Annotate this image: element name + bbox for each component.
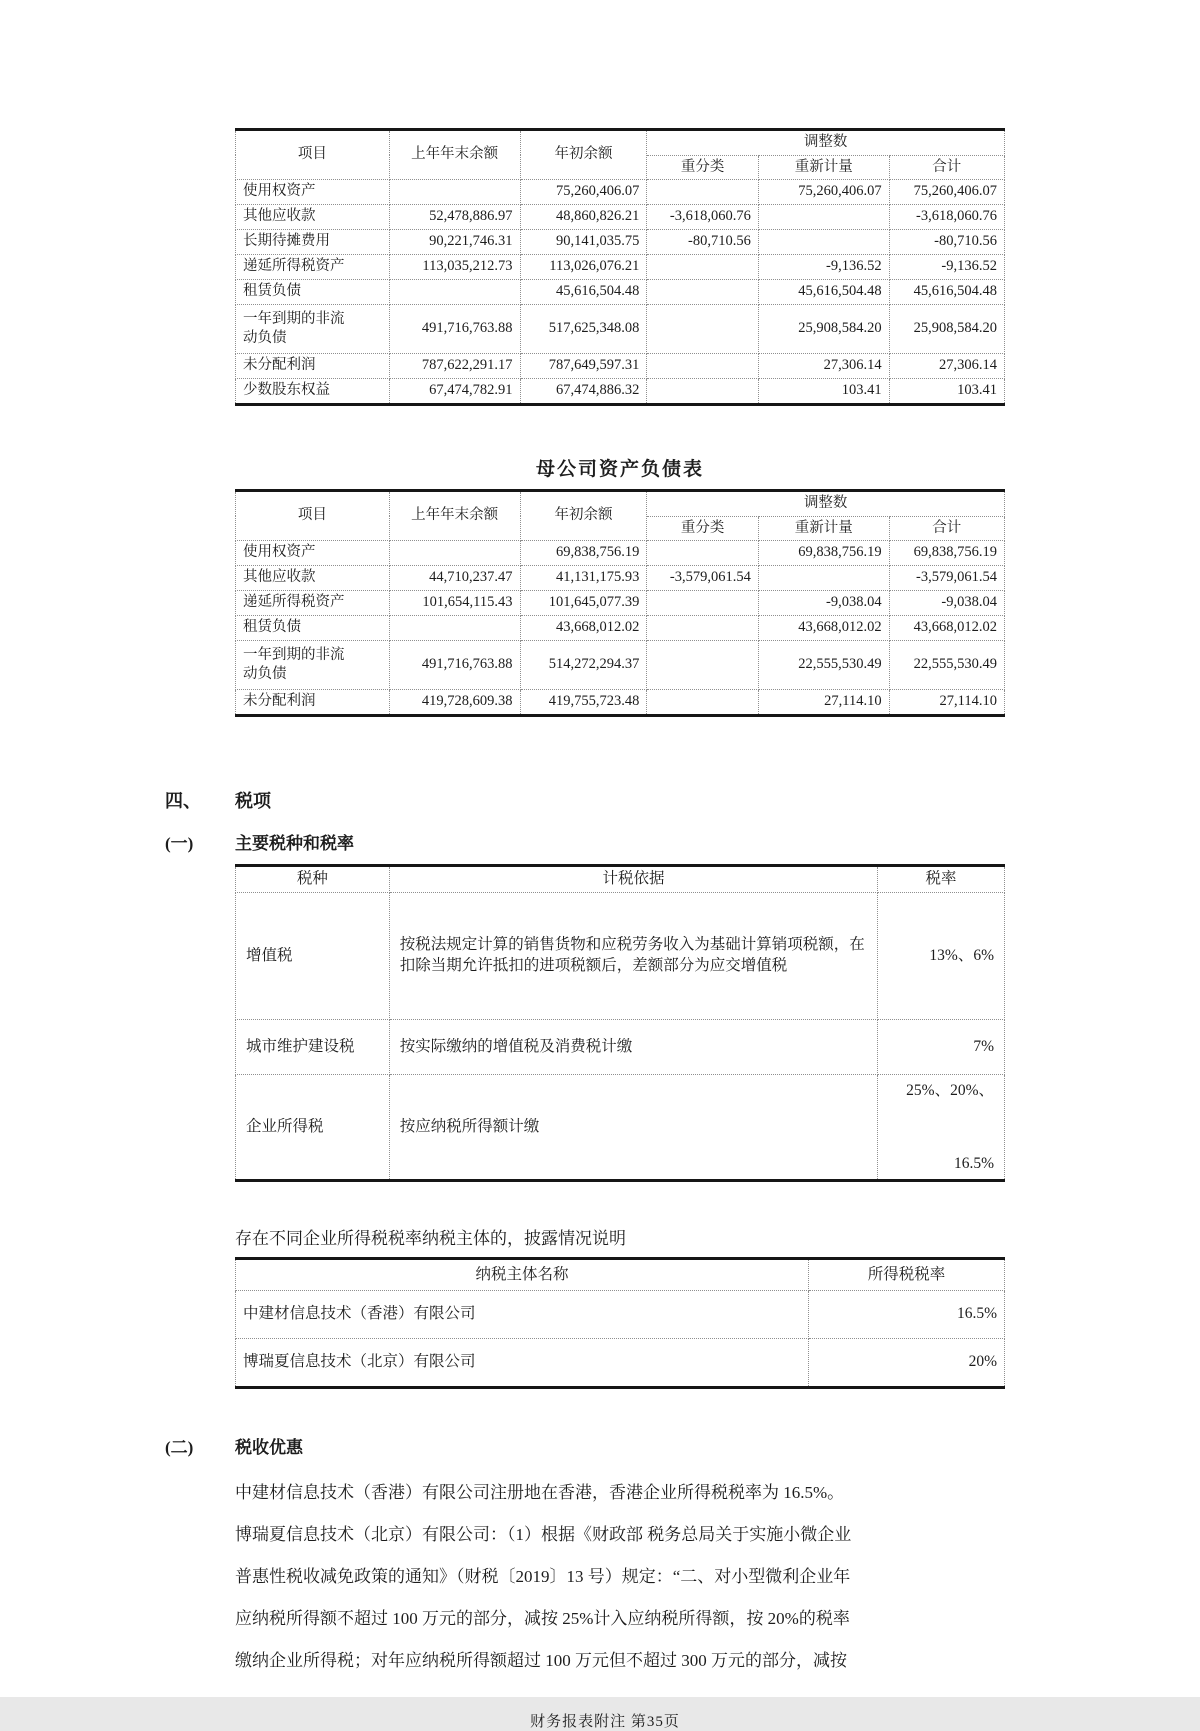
cell-reclass bbox=[647, 255, 759, 280]
cell-total: 45,616,504.48 bbox=[889, 280, 1004, 305]
table-row bbox=[236, 641, 1005, 690]
cell-taxpayer-name: 博瑞夏信息技术（北京）有限公司 bbox=[236, 1339, 809, 1388]
cell-remeasure bbox=[758, 205, 889, 230]
tax-rate-line-2: 16.5% bbox=[953, 1155, 994, 1173]
col-header-prev-year-end: 上年年末余额 bbox=[389, 130, 520, 180]
cell-prev: 90,221,746.31 bbox=[389, 230, 520, 255]
cell-reclass bbox=[647, 280, 759, 305]
parent-balance-sheet-table bbox=[235, 489, 1005, 717]
cell-total: -80,710.56 bbox=[889, 230, 1004, 255]
cell-begin: 48,860,826.21 bbox=[520, 205, 647, 230]
cell-income-tax-rate: 16.5% bbox=[808, 1291, 1004, 1339]
cell-reclass bbox=[647, 591, 759, 616]
table-row bbox=[236, 280, 1005, 305]
cell-begin: 101,645,077.39 bbox=[520, 591, 647, 616]
cell-reclass: -3,579,061.54 bbox=[647, 566, 759, 591]
cell-prev: 44,710,237.47 bbox=[389, 566, 520, 591]
col-header-tax-basis: 计税依据 bbox=[389, 866, 877, 893]
paragraph-line: 博瑞夏信息技术（北京）有限公司：（1）根据《财政部 税务总局关于实施小微企业 bbox=[235, 1525, 852, 1545]
cell-begin: 43,668,012.02 bbox=[520, 616, 647, 641]
table-row bbox=[236, 616, 1005, 641]
cell-prev: 491,716,763.88 bbox=[389, 305, 520, 354]
tax-rate-table bbox=[235, 864, 1005, 1182]
balance-adjustment-table bbox=[235, 128, 1005, 406]
cell-item: 递延所得税资产 bbox=[236, 255, 390, 280]
cell-total: 25,908,584.20 bbox=[889, 305, 1004, 354]
cell-total: -9,136.52 bbox=[889, 255, 1004, 280]
cell-total: 103.41 bbox=[889, 379, 1004, 405]
cell-reclass: -80,710.56 bbox=[647, 230, 759, 255]
table-row bbox=[236, 230, 1005, 255]
cell-remeasure: 69,838,756.19 bbox=[758, 541, 889, 566]
paragraph-line: 应纳税所得额不超过 100 万元的部分，减按 25%计入应纳税所得额，按 20%的税率 bbox=[235, 1609, 850, 1629]
subsection-heading-tax-incentives bbox=[165, 1433, 1005, 1458]
table-header bbox=[236, 1259, 1005, 1291]
col-header-year-begin: 年初余额 bbox=[520, 130, 647, 180]
cell-item-text: 一年到期的非流动负债 bbox=[243, 646, 345, 683]
cell-prev: 419,728,609.38 bbox=[389, 690, 520, 716]
cell-remeasure: 27,114.10 bbox=[758, 690, 889, 716]
cell-reclass bbox=[647, 641, 759, 690]
table-row bbox=[236, 1339, 1005, 1388]
table-row bbox=[236, 205, 1005, 230]
col-header-income-tax-rate: 所得税税率 bbox=[808, 1259, 1004, 1291]
cell-prev: 101,654,115.43 bbox=[389, 591, 520, 616]
cell-begin: 45,616,504.48 bbox=[520, 280, 647, 305]
cell-begin: 75,260,406.07 bbox=[520, 180, 647, 205]
cell-begin: 113,026,076.21 bbox=[520, 255, 647, 280]
col-header-total: 合计 bbox=[889, 155, 1004, 180]
tax-rate-line-1: 25%、20%、 bbox=[906, 1082, 994, 1100]
cell-prev: 113,035,212.73 bbox=[389, 255, 520, 280]
document-content bbox=[165, 128, 1005, 1731]
cell-reclass bbox=[647, 180, 759, 205]
cell-prev bbox=[389, 541, 520, 566]
cell-income-tax-rate: 20% bbox=[808, 1339, 1004, 1388]
cell-reclass bbox=[647, 690, 759, 716]
taxpayer-rate-table bbox=[235, 1257, 1005, 1389]
cell-reclass bbox=[647, 616, 759, 641]
cell-item: 租赁负债 bbox=[236, 616, 390, 641]
col-header-taxpayer-name: 纳税主体名称 bbox=[236, 1259, 809, 1291]
table-row bbox=[236, 305, 1005, 354]
cell-prev: 67,474,782.91 bbox=[389, 379, 520, 405]
table-row bbox=[236, 180, 1005, 205]
cell-prev bbox=[389, 616, 520, 641]
cell-begin: 419,755,723.48 bbox=[520, 690, 647, 716]
col-header-tax-rate: 税率 bbox=[878, 866, 1005, 893]
cell-tax-type: 增值税 bbox=[236, 893, 390, 1020]
col-header-adjustments: 调整数 bbox=[647, 130, 1005, 156]
cell-begin: 787,649,597.31 bbox=[520, 354, 647, 379]
cell-item-text: 一年到期的非流动负债 bbox=[243, 310, 345, 347]
parent-balance-sheet-title: 母公司资产负债表 bbox=[535, 459, 704, 481]
cell-remeasure: -9,038.04 bbox=[758, 591, 889, 616]
cell-total: 27,114.10 bbox=[889, 690, 1004, 716]
table-row-city-maintenance bbox=[236, 1020, 1005, 1075]
cell-reclass bbox=[647, 305, 759, 354]
col-header-remeasure: 重新计量 bbox=[758, 155, 889, 180]
cell-tax-rate: 7% bbox=[878, 1020, 1005, 1075]
cell-prev bbox=[389, 180, 520, 205]
table-row bbox=[236, 690, 1005, 716]
section-heading-taxes bbox=[165, 787, 1005, 813]
table-row bbox=[236, 541, 1005, 566]
cell-item: 未分配利润 bbox=[236, 354, 390, 379]
paragraph-line: 缴纳企业所得税；对年应纳税所得额超过 100 万元但不超过 300 万元的部分，减按 bbox=[235, 1651, 847, 1671]
cell-begin: 90,141,035.75 bbox=[520, 230, 647, 255]
col-header-item: 项目 bbox=[236, 130, 390, 180]
cell-tax-type: 企业所得税 bbox=[236, 1075, 390, 1181]
table-row bbox=[236, 379, 1005, 405]
cell-tax-basis: 按应纳税所得额计缴 bbox=[389, 1075, 877, 1181]
table-row bbox=[236, 354, 1005, 379]
cell-prev: 491,716,763.88 bbox=[389, 641, 520, 690]
cell-item: 使用权资产 bbox=[236, 180, 390, 205]
cell-total: -9,038.04 bbox=[889, 591, 1004, 616]
col-header-reclass: 重分类 bbox=[647, 516, 759, 541]
cell-begin: 517,625,348.08 bbox=[520, 305, 647, 354]
cell-total: 27,306.14 bbox=[889, 354, 1004, 379]
cell-begin: 41,131,175.93 bbox=[520, 566, 647, 591]
col-header-year-begin: 年初余额 bbox=[520, 491, 647, 541]
cell-begin: 69,838,756.19 bbox=[520, 541, 647, 566]
cell-total: -3,618,060.76 bbox=[889, 205, 1004, 230]
cell-prev: 52,478,886.97 bbox=[389, 205, 520, 230]
subsection-number: (二) bbox=[165, 1438, 194, 1458]
page-footer: 财务报表附注 第35页 bbox=[530, 1714, 680, 1731]
cell-item: 未分配利润 bbox=[236, 690, 390, 716]
col-header-tax-type: 税种 bbox=[236, 866, 390, 893]
cell-item: 少数股东权益 bbox=[236, 379, 390, 405]
cell-tax-rate bbox=[878, 1075, 1005, 1181]
cell-tax-type: 城市维护建设税 bbox=[236, 1020, 390, 1075]
cell-remeasure: 45,616,504.48 bbox=[758, 280, 889, 305]
cell-item: 其他应收款 bbox=[236, 205, 390, 230]
cell-item bbox=[236, 305, 390, 354]
cell-tax-basis: 按实际缴纳的增值税及消费税计缴 bbox=[389, 1020, 877, 1075]
cell-reclass bbox=[647, 354, 759, 379]
section-number: 四、 bbox=[165, 791, 201, 812]
cell-remeasure: 43,668,012.02 bbox=[758, 616, 889, 641]
cell-item: 使用权资产 bbox=[236, 541, 390, 566]
cell-remeasure: 25,908,584.20 bbox=[758, 305, 889, 354]
cell-total: 22,555,530.49 bbox=[889, 641, 1004, 690]
col-header-adjustments: 调整数 bbox=[647, 491, 1005, 517]
table-row-corporate-income-tax bbox=[236, 1075, 1005, 1181]
cell-reclass bbox=[647, 541, 759, 566]
cell-total: 43,668,012.02 bbox=[889, 616, 1004, 641]
cell-tax-rate: 13%、6% bbox=[878, 893, 1005, 1020]
cell-total: 75,260,406.07 bbox=[889, 180, 1004, 205]
cell-remeasure bbox=[758, 230, 889, 255]
cell-tax-basis: 按税法规定计算的销售货物和应税劳务收入为基础计算销项税额，在扣除当期允许抵扣的进项税额后，差额部分为应交增值税 bbox=[389, 893, 877, 1020]
cell-prev bbox=[389, 280, 520, 305]
col-header-prev-year-end: 上年年末余额 bbox=[389, 491, 520, 541]
cell-total: 69,838,756.19 bbox=[889, 541, 1004, 566]
cell-item bbox=[236, 641, 390, 690]
paragraph-line: 普惠性税收减免政策的通知》（财税〔2019〕13 号）规定：“二、对小型微利企业年 bbox=[235, 1567, 851, 1587]
table-header bbox=[236, 491, 1005, 541]
cell-remeasure: 103.41 bbox=[758, 379, 889, 405]
cell-item: 长期待摊费用 bbox=[236, 230, 390, 255]
cell-remeasure: 22,555,530.49 bbox=[758, 641, 889, 690]
tax-incentives-paragraph bbox=[235, 1472, 1005, 1682]
cell-taxpayer-name: 中建材信息技术（香港）有限公司 bbox=[236, 1291, 809, 1339]
cell-item: 其他应收款 bbox=[236, 566, 390, 591]
cell-item: 递延所得税资产 bbox=[236, 591, 390, 616]
table-row-vat bbox=[236, 893, 1005, 1020]
cell-remeasure: 75,260,406.07 bbox=[758, 180, 889, 205]
cell-begin: 514,272,294.37 bbox=[520, 641, 647, 690]
cell-begin: 67,474,886.32 bbox=[520, 379, 647, 405]
table-row bbox=[236, 566, 1005, 591]
table-row bbox=[236, 255, 1005, 280]
table-row bbox=[236, 591, 1005, 616]
cell-remeasure: 27,306.14 bbox=[758, 354, 889, 379]
table-header bbox=[236, 866, 1005, 893]
cell-reclass bbox=[647, 379, 759, 405]
subsection-title: 主要税种和税率 bbox=[235, 834, 354, 854]
cell-item: 租赁负债 bbox=[236, 280, 390, 305]
col-header-remeasure: 重新计量 bbox=[758, 516, 889, 541]
table-row bbox=[236, 1291, 1005, 1339]
col-header-total: 合计 bbox=[889, 516, 1004, 541]
subsection-heading-main-taxes bbox=[165, 829, 1005, 854]
col-header-reclass: 重分类 bbox=[647, 155, 759, 180]
section-title: 税项 bbox=[235, 791, 271, 812]
cell-remeasure: -9,136.52 bbox=[758, 255, 889, 280]
subsection-number: (一) bbox=[165, 834, 194, 854]
paragraph-line: 中建材信息技术（香港）有限公司注册地在香港，香港企业所得税税率为 16.5%。 bbox=[235, 1483, 845, 1503]
col-header-item: 项目 bbox=[236, 491, 390, 541]
subsection-title: 税收优惠 bbox=[235, 1438, 303, 1458]
cell-prev: 787,622,291.17 bbox=[389, 354, 520, 379]
cell-remeasure bbox=[758, 566, 889, 591]
disclosure-intro-text: 存在不同企业所得税税率纳税主体的，披露情况说明 bbox=[235, 1229, 626, 1249]
cell-reclass: -3,618,060.76 bbox=[647, 205, 759, 230]
table-header bbox=[236, 130, 1005, 180]
cell-total: -3,579,061.54 bbox=[889, 566, 1004, 591]
